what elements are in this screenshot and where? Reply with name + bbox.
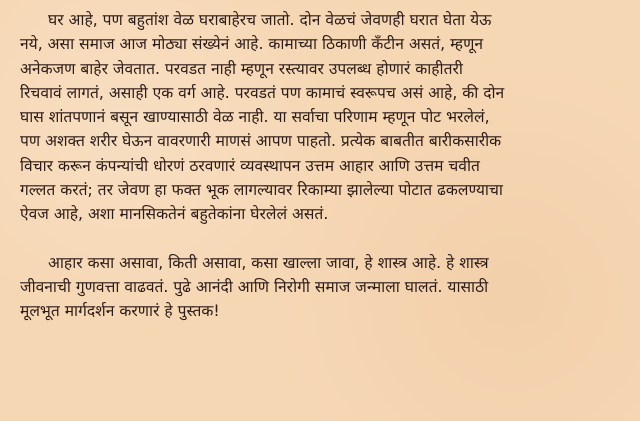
paragraph-1-line-5: घास शांतपणानं बसून खाण्यासाठी वेळ नाही. या सर्वाचा परिणाम म्हणून पोट भरलेलं,: [20, 108, 490, 127]
paragraph-1-line-9: ऐवज आहे, अशा मानसिकतेनं बहुतेकांना घेरलेलं असतं.: [20, 205, 329, 224]
paragraph-2-line-1: आहार कसा असावा, किती असावा, कसा खाल्ला जावा, हे शास्त्र आहे. हे शास्त्र: [48, 253, 489, 272]
paragraph-1-line-1: घर आहे, पण बहुतांश वेळ घराबाहेरच जातो. दोन वेळचं जेवणही घरात घेता येऊ: [48, 11, 492, 29]
paragraph-spacer: [20, 227, 630, 251]
paragraph-1-line-8: गल्लत करतं; तर जेवण हा फक्त भूक लागल्यावर रिकाम्या झालेल्या पोटात ढकलण्याचा: [20, 181, 503, 200]
paragraph-1-line-7: विचार करून कंपन्यांची धोरणं ठरवणारं व्यवस्थापन उत्तम आहार आणि उत्तम चवीत: [20, 156, 480, 175]
paragraph-1-line-3: अनेकजण बाहेर जेवतात. परवडत नाही म्हणून रस्त्यावर उपलब्ध होणारं काहीतरी: [20, 59, 463, 78]
blurb-paragraph-1: [20, 8, 630, 227]
blurb-paragraph-2: [20, 251, 630, 324]
paragraph-1-line-6: पण अशक्त शरीर घेऊन वावरणारी माणसं आपण पाहतो. प्रत्येक बाबतीत बारीकसारीक: [20, 132, 502, 151]
paragraph-1-line-2: नये, असा समाज आज मोठ्या संख्येनं आहे. कामाच्या ठिकाणी कँटीन असतं, म्हणून: [20, 35, 484, 54]
paragraph-2-line-2: जीवनाची गुणवत्ता वाढवतं. पुढे आनंदी आणि निरोगी समाज जन्माला घालतं. यासाठी: [20, 277, 489, 296]
paragraph-1-line-4: रिचवावं लागतं, असाही एक वर्ग आहे. परवडतं पण कामाचं स्वरूपच असं आहे, की दोन: [20, 83, 505, 102]
paragraph-2-line-3: मूलभूत मार्गदर्शन करणारं हे पुस्तक!: [20, 302, 220, 321]
